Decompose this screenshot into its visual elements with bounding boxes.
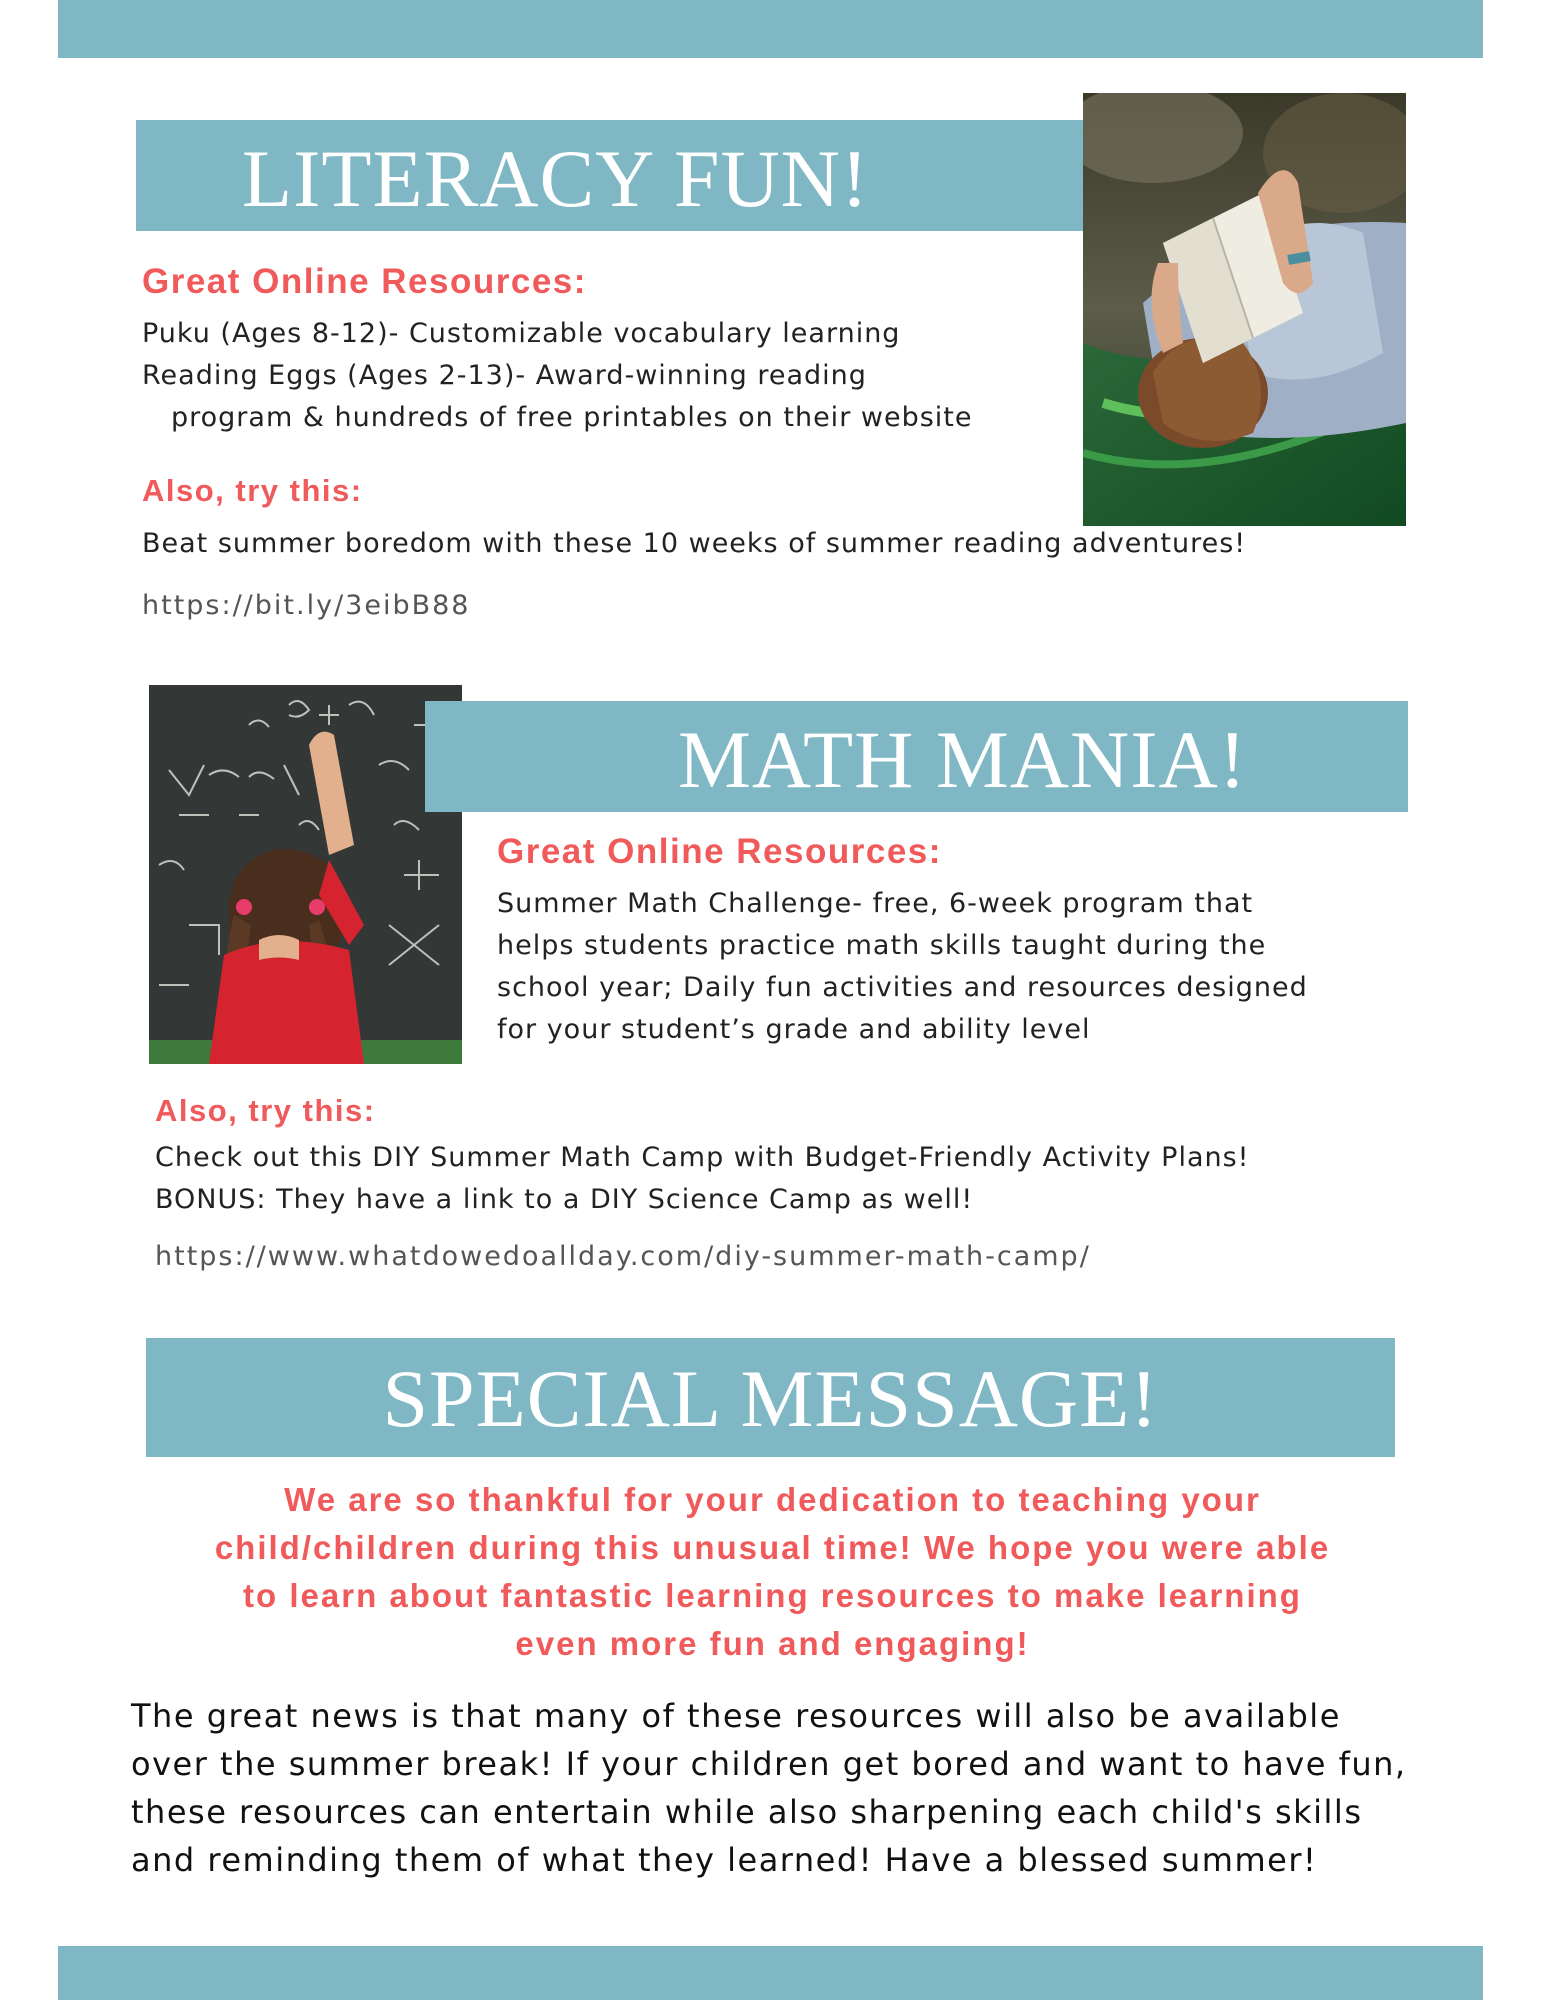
literacy-resource-reading-eggs: Reading Eggs (Ages 2-13)- Award-winning reading xyxy=(142,360,867,391)
literacy-title: LITERACY FUN! xyxy=(242,133,870,224)
math-resource-line-3: school year; Daily fun activities and resources designed xyxy=(497,972,1308,1003)
special-message-line: even more fun and engaging! xyxy=(515,1625,1030,1662)
math-resources-heading: Great Online Resources: xyxy=(497,832,942,871)
special-title: SPECIAL MESSAGE! xyxy=(382,1353,1159,1444)
special-message-text xyxy=(160,1476,1385,1668)
math-title: MATH MANIA! xyxy=(678,714,1248,805)
math-title-banner xyxy=(425,701,1408,812)
woman-reading-book-photo xyxy=(1083,93,1406,526)
literacy-resource-reading-eggs-cont: program & hundreds of free printables on their website xyxy=(171,402,973,433)
math-try-line-1: Check out this DIY Summer Math Camp with Budget-Friendly Activity Plans! xyxy=(155,1142,1250,1173)
special-message-line: We are so thankful for your dedication to teaching your xyxy=(284,1481,1261,1518)
literacy-try-text: Beat summer boredom with these 10 weeks of summer reading adventures! xyxy=(142,528,1247,559)
math-resource-line-4: for your student’s grade and ability level xyxy=(497,1014,1091,1045)
literacy-resources-heading: Great Online Resources: xyxy=(142,262,587,301)
special-message-banner xyxy=(146,1338,1395,1457)
closing-line: and reminding them of what they learned! Have a blessed summer! xyxy=(131,1841,1318,1879)
girl-at-chalkboard-photo xyxy=(149,685,462,1064)
special-message-line: to learn about fantastic learning resources to make learning xyxy=(243,1577,1302,1614)
math-link[interactable]: https://www.whatdowedoallday.com/diy-summer-math-camp/ xyxy=(155,1241,1091,1272)
math-try-heading: Also, try this: xyxy=(155,1093,376,1128)
literacy-try-heading: Also, try this: xyxy=(142,473,363,508)
closing-line: these resources can entertain while also sharpening each child's skills xyxy=(131,1793,1363,1831)
closing-line: over the summer break! If your children get bored and want to have fun, xyxy=(131,1745,1407,1783)
math-resource-line-1: Summer Math Challenge- free, 6-week program that xyxy=(497,888,1254,919)
closing-paragraph xyxy=(131,1692,1461,1884)
bottom-decorative-band xyxy=(58,1946,1483,2000)
special-message-line: child/children during this unusual time! We hope you were able xyxy=(214,1529,1331,1566)
literacy-link[interactable]: https://bit.ly/3eibB88 xyxy=(142,590,471,621)
math-resource-line-2: helps students practice math skills taught during the xyxy=(497,930,1267,961)
math-try-line-2: BONUS: They have a link to a DIY Science Camp as well! xyxy=(155,1184,974,1215)
literacy-resource-puku: Puku (Ages 8-12)- Customizable vocabulary learning xyxy=(142,318,901,349)
top-decorative-band xyxy=(58,0,1483,58)
literacy-title-banner xyxy=(136,120,1116,231)
closing-line: The great news is that many of these resources will also be available xyxy=(131,1697,1341,1735)
